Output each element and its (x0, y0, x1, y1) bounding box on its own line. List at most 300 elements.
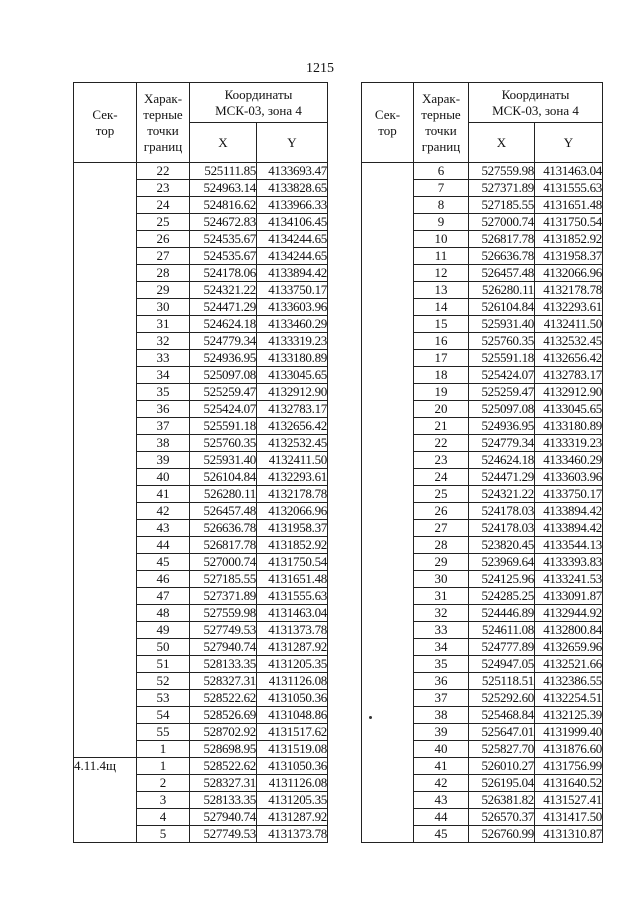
y-coordinate-cell: 4131651.48 (535, 197, 603, 214)
sector-cell (74, 418, 137, 435)
x-coordinate-cell: 526104.84 (469, 299, 535, 316)
table-row (362, 214, 603, 231)
table-row (74, 333, 328, 350)
y-coordinate-cell: 4133603.96 (535, 469, 603, 486)
table-row (74, 639, 328, 656)
point-cell: 43 (137, 520, 190, 537)
y-coordinate-cell: 4132783.17 (257, 401, 328, 418)
sector-cell (362, 231, 414, 248)
y-coordinate-cell: 4132178.78 (535, 282, 603, 299)
sector-cell (74, 316, 137, 333)
table-row (362, 299, 603, 316)
x-coordinate-cell: 526570.37 (469, 809, 535, 826)
point-cell: 28 (414, 537, 469, 554)
point-cell: 31 (414, 588, 469, 605)
sector-cell (362, 707, 414, 724)
sector-cell (362, 299, 414, 316)
point-cell: 19 (414, 384, 469, 401)
y-coordinate-cell: 4131651.48 (257, 571, 328, 588)
table-row (362, 418, 603, 435)
table-row (362, 826, 603, 843)
table-row (362, 265, 603, 282)
y-coordinate-cell: 4131555.63 (535, 180, 603, 197)
table-row (362, 588, 603, 605)
point-cell: 32 (137, 333, 190, 350)
table-row (74, 588, 328, 605)
x-coordinate-cell: 525424.07 (469, 367, 535, 384)
x-coordinate-cell: 524125.96 (469, 571, 535, 588)
table-row (74, 605, 328, 622)
header-coordinates: Координаты МСК-03, зона 4 (190, 83, 328, 123)
sector-cell (74, 537, 137, 554)
sector-cell (362, 214, 414, 231)
x-coordinate-cell: 525647.01 (469, 724, 535, 741)
sector-cell (74, 741, 137, 758)
x-coordinate-cell: 528698.95 (190, 741, 257, 758)
y-coordinate-cell: 4133603.96 (257, 299, 328, 316)
point-cell: 23 (414, 452, 469, 469)
point-cell: 11 (414, 248, 469, 265)
point-cell: 14 (414, 299, 469, 316)
table-row (74, 673, 328, 690)
x-coordinate-cell: 524178.06 (190, 265, 257, 282)
table-row (74, 554, 328, 571)
point-cell: 30 (414, 571, 469, 588)
sector-cell (362, 401, 414, 418)
point-cell: 38 (137, 435, 190, 452)
sector-cell (362, 588, 414, 605)
point-cell: 3 (137, 792, 190, 809)
sector-cell (362, 350, 414, 367)
table-row (74, 282, 328, 299)
header-y: Y (535, 123, 603, 163)
x-coordinate-cell: 525591.18 (469, 350, 535, 367)
sector-cell (74, 605, 137, 622)
table-row (74, 520, 328, 537)
x-coordinate-cell: 527749.53 (190, 622, 257, 639)
y-coordinate-cell: 4133241.53 (535, 571, 603, 588)
sector-cell (362, 792, 414, 809)
table-row (362, 809, 603, 826)
y-coordinate-cell: 4133894.42 (257, 265, 328, 282)
point-cell: 33 (414, 622, 469, 639)
sector-cell (74, 826, 137, 843)
y-coordinate-cell: 4133750.17 (535, 486, 603, 503)
sector-cell: 4.11.4щ (74, 758, 137, 775)
point-cell: 36 (414, 673, 469, 690)
y-coordinate-cell: 4131205.35 (257, 656, 328, 673)
x-coordinate-cell: 524624.18 (190, 316, 257, 333)
x-coordinate-cell: 527559.98 (469, 163, 535, 180)
point-cell: 29 (137, 282, 190, 299)
sector-cell (74, 792, 137, 809)
x-coordinate-cell: 526195.04 (469, 775, 535, 792)
x-coordinate-cell: 526381.82 (469, 792, 535, 809)
sector-cell (362, 605, 414, 622)
table-row (74, 656, 328, 673)
y-coordinate-cell: 4134244.65 (257, 248, 328, 265)
point-cell: 34 (414, 639, 469, 656)
point-cell: 42 (414, 775, 469, 792)
y-coordinate-cell: 4133045.65 (257, 367, 328, 384)
y-coordinate-cell: 4131517.62 (257, 724, 328, 741)
sector-cell (74, 333, 137, 350)
y-coordinate-cell: 4131852.92 (535, 231, 603, 248)
y-coordinate-cell: 4133966.33 (257, 197, 328, 214)
table-row (74, 724, 328, 741)
point-cell: 32 (414, 605, 469, 622)
sector-cell (74, 520, 137, 537)
y-coordinate-cell: 4131999.40 (535, 724, 603, 741)
sector-cell (74, 452, 137, 469)
table-row (362, 503, 603, 520)
table-row (362, 775, 603, 792)
y-coordinate-cell: 4132293.61 (535, 299, 603, 316)
sector-cell (362, 367, 414, 384)
point-cell: 37 (414, 690, 469, 707)
x-coordinate-cell: 524963.14 (190, 180, 257, 197)
point-cell: 45 (414, 826, 469, 843)
y-coordinate-cell: 4131205.35 (257, 792, 328, 809)
point-cell: 49 (137, 622, 190, 639)
point-cell: 38 (414, 707, 469, 724)
x-coordinate-cell: 527185.55 (190, 571, 257, 588)
point-cell: 47 (137, 588, 190, 605)
x-coordinate-cell: 524777.89 (469, 639, 535, 656)
y-coordinate-cell: 4133091.87 (535, 588, 603, 605)
y-coordinate-cell: 4131958.37 (535, 248, 603, 265)
x-coordinate-cell: 527000.74 (190, 554, 257, 571)
table-row (74, 248, 328, 265)
x-coordinate-cell: 526010.27 (469, 758, 535, 775)
header-y: Y (257, 123, 328, 163)
point-cell: 40 (414, 741, 469, 758)
point-cell: 28 (137, 265, 190, 282)
table-row (74, 826, 328, 843)
point-cell: 7 (414, 180, 469, 197)
sector-cell (362, 180, 414, 197)
y-coordinate-cell: 4131750.54 (257, 554, 328, 571)
y-coordinate-cell: 4133544.13 (535, 537, 603, 554)
sector-cell (362, 418, 414, 435)
sector-cell (362, 809, 414, 826)
y-coordinate-cell: 4131048.86 (257, 707, 328, 724)
point-cell: 5 (137, 826, 190, 843)
table-row (74, 622, 328, 639)
table-row (74, 775, 328, 792)
table-row (362, 333, 603, 350)
table-row (74, 316, 328, 333)
x-coordinate-cell: 525827.70 (469, 741, 535, 758)
table-row (74, 180, 328, 197)
table-row (74, 367, 328, 384)
sector-cell (74, 214, 137, 231)
table-row (74, 452, 328, 469)
sector-cell (362, 248, 414, 265)
table-row (362, 350, 603, 367)
sector-cell (74, 588, 137, 605)
sector-cell (362, 163, 414, 180)
x-coordinate-cell: 528133.35 (190, 792, 257, 809)
x-coordinate-cell: 526280.11 (190, 486, 257, 503)
table-row (74, 537, 328, 554)
sector-cell (362, 452, 414, 469)
point-cell: 41 (414, 758, 469, 775)
y-coordinate-cell: 4133828.65 (257, 180, 328, 197)
point-cell: 24 (414, 469, 469, 486)
table-row (362, 180, 603, 197)
x-coordinate-cell: 527000.74 (469, 214, 535, 231)
point-cell: 35 (414, 656, 469, 673)
x-coordinate-cell: 528522.62 (190, 690, 257, 707)
x-coordinate-cell: 524672.83 (190, 214, 257, 231)
y-coordinate-cell: 4131050.36 (257, 758, 328, 775)
x-coordinate-cell: 526636.78 (190, 520, 257, 537)
x-coordinate-cell: 524471.29 (469, 469, 535, 486)
sector-cell (74, 265, 137, 282)
point-cell: 24 (137, 197, 190, 214)
sector-cell (362, 622, 414, 639)
point-cell: 6 (414, 163, 469, 180)
x-coordinate-cell: 524779.34 (469, 435, 535, 452)
x-coordinate-cell: 524611.08 (469, 622, 535, 639)
y-coordinate-cell: 4132066.96 (257, 503, 328, 520)
sector-cell (74, 673, 137, 690)
y-coordinate-cell: 4133460.29 (257, 316, 328, 333)
x-coordinate-cell: 524178.03 (469, 503, 535, 520)
point-cell: 16 (414, 333, 469, 350)
sector-cell (362, 520, 414, 537)
x-coordinate-cell: 526104.84 (190, 469, 257, 486)
x-coordinate-cell: 525097.08 (190, 367, 257, 384)
sector-cell (74, 231, 137, 248)
table-header (74, 83, 328, 163)
x-coordinate-cell: 524535.67 (190, 248, 257, 265)
sector-cell (362, 741, 414, 758)
x-coordinate-cell: 527940.74 (190, 809, 257, 826)
table-row (362, 724, 603, 741)
y-coordinate-cell: 4131852.92 (257, 537, 328, 554)
table-row (74, 571, 328, 588)
point-cell: 18 (414, 367, 469, 384)
sector-cell (362, 282, 414, 299)
point-cell: 12 (414, 265, 469, 282)
y-coordinate-cell: 4131373.78 (257, 826, 328, 843)
header-points: Харак- терные точки границ (137, 83, 190, 163)
point-cell: 39 (414, 724, 469, 741)
header-points: Харак- терные точки границ (414, 83, 469, 163)
x-coordinate-cell: 528526.69 (190, 707, 257, 724)
sector-cell (362, 639, 414, 656)
point-cell: 20 (414, 401, 469, 418)
sector-cell (362, 656, 414, 673)
y-coordinate-cell: 4131126.08 (257, 673, 328, 690)
point-cell: 40 (137, 469, 190, 486)
coordinates-table-left (73, 82, 328, 843)
table-body-left (74, 163, 328, 843)
point-cell: 1 (137, 741, 190, 758)
y-coordinate-cell: 4131958.37 (257, 520, 328, 537)
sector-cell (74, 435, 137, 452)
y-coordinate-cell: 4133393.83 (535, 554, 603, 571)
sector-cell (74, 554, 137, 571)
y-coordinate-cell: 4132532.45 (257, 435, 328, 452)
point-cell: 13 (414, 282, 469, 299)
y-coordinate-cell: 4133319.23 (257, 333, 328, 350)
y-coordinate-cell: 4133045.65 (535, 401, 603, 418)
y-coordinate-cell: 4132912.90 (535, 384, 603, 401)
sector-cell (74, 707, 137, 724)
y-coordinate-cell: 4132659.96 (535, 639, 603, 656)
y-coordinate-cell: 4131519.08 (257, 741, 328, 758)
table-row (362, 656, 603, 673)
sector-cell (362, 775, 414, 792)
sector-cell (362, 537, 414, 554)
sector-cell (362, 435, 414, 452)
point-cell: 45 (137, 554, 190, 571)
sector-cell (362, 265, 414, 282)
point-cell: 22 (137, 163, 190, 180)
point-cell: 17 (414, 350, 469, 367)
y-coordinate-cell: 4132783.17 (535, 367, 603, 384)
point-cell: 1 (137, 758, 190, 775)
point-cell: 27 (137, 248, 190, 265)
point-cell: 55 (137, 724, 190, 741)
x-coordinate-cell: 524321.22 (190, 282, 257, 299)
y-coordinate-cell: 4134106.45 (257, 214, 328, 231)
y-coordinate-cell: 4133180.89 (257, 350, 328, 367)
table-row (74, 435, 328, 452)
sector-cell (74, 163, 137, 180)
y-coordinate-cell: 4131876.60 (535, 741, 603, 758)
sector-cell (74, 639, 137, 656)
x-coordinate-cell: 527559.98 (190, 605, 257, 622)
table-body-right (362, 163, 603, 843)
point-cell: 25 (414, 486, 469, 503)
sector-cell (74, 622, 137, 639)
x-coordinate-cell: 524816.62 (190, 197, 257, 214)
y-coordinate-cell: 4131287.92 (257, 639, 328, 656)
point-cell: 10 (414, 231, 469, 248)
x-coordinate-cell: 526636.78 (469, 248, 535, 265)
table-row (74, 503, 328, 520)
page-number: 1215 (306, 61, 334, 76)
sector-cell (362, 758, 414, 775)
y-coordinate-cell: 4132411.50 (257, 452, 328, 469)
x-coordinate-cell: 527371.89 (469, 180, 535, 197)
x-coordinate-cell: 524178.03 (469, 520, 535, 537)
x-coordinate-cell: 525931.40 (190, 452, 257, 469)
sector-cell (74, 724, 137, 741)
y-coordinate-cell: 4131417.50 (535, 809, 603, 826)
x-coordinate-cell: 526280.11 (469, 282, 535, 299)
y-coordinate-cell: 4132293.61 (257, 469, 328, 486)
sector-cell (74, 282, 137, 299)
sector-cell (74, 197, 137, 214)
x-coordinate-cell: 524471.29 (190, 299, 257, 316)
sector-cell (74, 486, 137, 503)
sector-cell (362, 690, 414, 707)
sector-cell (362, 197, 414, 214)
x-coordinate-cell: 524936.95 (190, 350, 257, 367)
sector-cell (362, 503, 414, 520)
sector-cell (362, 333, 414, 350)
sector-cell (74, 180, 137, 197)
y-coordinate-cell: 4132800.84 (535, 622, 603, 639)
table-row (362, 197, 603, 214)
table-row (362, 486, 603, 503)
x-coordinate-cell: 524285.25 (469, 588, 535, 605)
x-coordinate-cell: 526817.78 (469, 231, 535, 248)
sector-cell (362, 673, 414, 690)
table-row (74, 163, 328, 180)
sector-cell (74, 503, 137, 520)
y-coordinate-cell: 4132944.92 (535, 605, 603, 622)
table-row (362, 316, 603, 333)
y-coordinate-cell: 4133894.42 (535, 520, 603, 537)
point-cell: 44 (137, 537, 190, 554)
sector-cell (74, 384, 137, 401)
point-cell: 43 (414, 792, 469, 809)
y-coordinate-cell: 4132254.51 (535, 690, 603, 707)
y-coordinate-cell: 4131463.04 (535, 163, 603, 180)
sector-cell (362, 469, 414, 486)
y-coordinate-cell: 4133460.29 (535, 452, 603, 469)
table-row (362, 282, 603, 299)
table-row (74, 197, 328, 214)
sector-cell (362, 486, 414, 503)
point-cell: 21 (414, 418, 469, 435)
x-coordinate-cell: 527371.89 (190, 588, 257, 605)
sector-cell (74, 248, 137, 265)
x-coordinate-cell: 525097.08 (469, 401, 535, 418)
y-coordinate-cell: 4131050.36 (257, 690, 328, 707)
sector-cell (74, 350, 137, 367)
y-coordinate-cell: 4133180.89 (535, 418, 603, 435)
x-coordinate-cell: 525259.47 (469, 384, 535, 401)
table-row (362, 639, 603, 656)
point-cell: 22 (414, 435, 469, 452)
x-coordinate-cell: 523820.45 (469, 537, 535, 554)
table-row (362, 248, 603, 265)
table-row (74, 265, 328, 282)
y-coordinate-cell: 4131756.99 (535, 758, 603, 775)
table-row (74, 690, 328, 707)
table-row (362, 758, 603, 775)
scan-speck (369, 716, 372, 719)
table-row (74, 469, 328, 486)
sector-cell (74, 809, 137, 826)
point-cell: 39 (137, 452, 190, 469)
sector-cell (74, 367, 137, 384)
x-coordinate-cell: 525591.18 (190, 418, 257, 435)
header-x: X (469, 123, 535, 163)
y-coordinate-cell: 4132386.55 (535, 673, 603, 690)
y-coordinate-cell: 4132411.50 (535, 316, 603, 333)
y-coordinate-cell: 4131373.78 (257, 622, 328, 639)
table-row (362, 163, 603, 180)
x-coordinate-cell: 525760.35 (469, 333, 535, 350)
table-row (362, 384, 603, 401)
y-coordinate-cell: 4133894.42 (535, 503, 603, 520)
table-row (74, 792, 328, 809)
table-header (362, 83, 603, 163)
coordinates-table-right (361, 82, 603, 843)
y-coordinate-cell: 4131126.08 (257, 775, 328, 792)
point-cell: 51 (137, 656, 190, 673)
table-row (362, 520, 603, 537)
table-row (74, 299, 328, 316)
